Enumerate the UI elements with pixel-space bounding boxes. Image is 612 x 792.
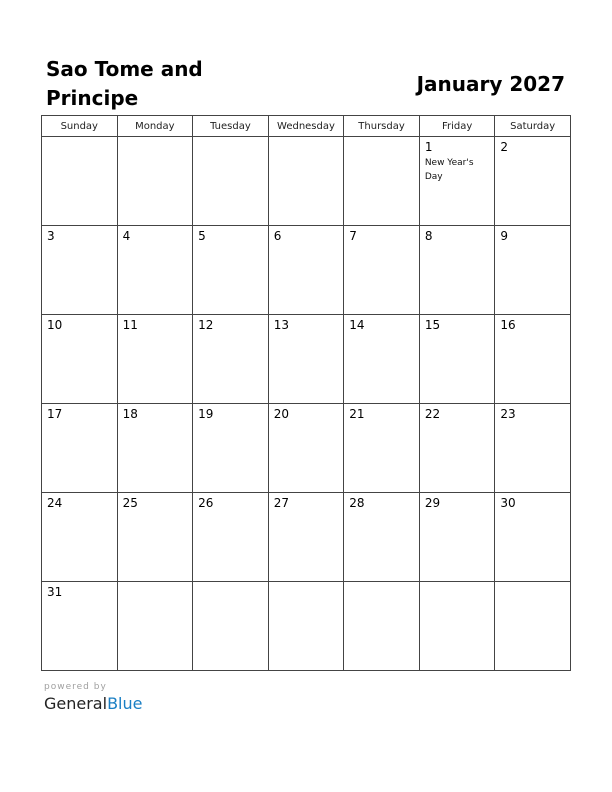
day-cell: [42, 226, 118, 315]
day-number: 20: [273, 407, 289, 421]
day-cell: [419, 404, 495, 493]
day-cell: [344, 137, 420, 226]
day-number: 24: [47, 496, 63, 510]
day-number: [495, 582, 570, 585]
day-number: 26: [198, 496, 214, 510]
day-cell: [42, 493, 118, 582]
day-cell: [419, 315, 495, 404]
month-year-title: January 2027: [416, 72, 565, 96]
day-number: 5: [198, 229, 206, 243]
day-cell: [268, 226, 344, 315]
day-number: 30: [500, 496, 516, 510]
day-cell: [495, 582, 571, 671]
weekday-header-row: [42, 116, 571, 137]
day-cell: [117, 226, 193, 315]
week-row: [42, 582, 571, 671]
day-cell: [495, 137, 571, 226]
day-cell: [268, 582, 344, 671]
day-number: 9: [500, 229, 509, 243]
day-number: 25: [122, 496, 138, 510]
day-cell: [268, 315, 344, 404]
day-cell: [193, 493, 269, 582]
day-number: [269, 137, 344, 140]
day-number: [118, 582, 193, 585]
weekday-thursday: Thursday: [344, 116, 420, 137]
day-number: [269, 582, 344, 585]
week-row: [42, 404, 571, 493]
day-cell: [344, 226, 420, 315]
day-cell: [495, 226, 571, 315]
day-number: [42, 137, 117, 140]
day-number: 12: [198, 318, 214, 332]
day-cell: [42, 404, 118, 493]
day-cell: [193, 226, 269, 315]
day-number: 23: [500, 407, 516, 421]
day-cell: [42, 315, 118, 404]
week-row: [42, 137, 571, 226]
weekday-saturday: Saturday: [495, 116, 571, 137]
day-cell: [495, 493, 571, 582]
day-number: 29: [424, 496, 441, 510]
day-cell: [268, 404, 344, 493]
calendar-grid: [41, 115, 571, 671]
weekday-friday: Friday: [419, 116, 495, 137]
day-number: [344, 137, 419, 140]
day-number: 11: [122, 318, 138, 332]
day-number: 13: [273, 318, 289, 332]
day-number: 7: [349, 229, 357, 243]
day-number: [193, 582, 268, 585]
week-row: [42, 315, 571, 404]
day-number: 31: [47, 585, 63, 599]
day-cell: [193, 315, 269, 404]
day-cell: [117, 404, 193, 493]
day-number: 28: [349, 496, 365, 510]
day-cell: [268, 137, 344, 226]
day-cell: [42, 582, 118, 671]
day-number: 21: [349, 407, 365, 421]
day-cell: [344, 404, 420, 493]
day-cell: [419, 137, 495, 226]
calendar-body: [42, 137, 571, 671]
day-number: 4: [122, 229, 131, 243]
brand-general-text: General: [44, 694, 108, 713]
day-cell: [268, 493, 344, 582]
day-cell: [495, 315, 571, 404]
day-cell: [193, 404, 269, 493]
week-row: [42, 226, 571, 315]
weekday-wednesday: Wednesday: [268, 116, 344, 137]
day-cell: [117, 582, 193, 671]
weekday-sunday: Sunday: [42, 116, 118, 137]
day-cell: [193, 582, 269, 671]
day-cell: [344, 582, 420, 671]
day-number: 1: [424, 140, 433, 154]
day-cell: [117, 137, 193, 226]
day-number: 17: [47, 407, 63, 421]
powered-by-text: powered by: [44, 682, 107, 692]
day-cell: [419, 226, 495, 315]
day-cell: [419, 493, 495, 582]
day-number: 19: [198, 407, 214, 421]
day-cell: [42, 137, 118, 226]
week-row: [42, 493, 571, 582]
brand-blue-text: Blue: [107, 694, 143, 713]
holiday-label: New Year's Day: [424, 158, 474, 182]
day-number: [118, 137, 193, 140]
day-number: 15: [424, 318, 441, 332]
day-cell: [419, 582, 495, 671]
day-number: 2: [500, 140, 509, 154]
footer-branding: [44, 681, 142, 715]
day-number: 8: [424, 229, 433, 243]
day-number: 18: [122, 407, 138, 421]
day-number: 16: [500, 318, 516, 332]
day-number: [193, 137, 268, 140]
day-number: 3: [47, 229, 55, 243]
day-number: 6: [273, 229, 282, 243]
day-cell: [117, 493, 193, 582]
day-cell: [117, 315, 193, 404]
country-title: Sao Tome and Principe: [46, 57, 203, 110]
day-cell: [193, 137, 269, 226]
day-number: 22: [424, 407, 441, 421]
day-number: 14: [349, 318, 365, 332]
day-number: [344, 582, 419, 585]
weekday-tuesday: Tuesday: [193, 116, 269, 137]
day-cell: [344, 493, 420, 582]
day-cell: [495, 404, 571, 493]
day-number: 27: [273, 496, 289, 510]
weekday-monday: Monday: [117, 116, 193, 137]
generalblue-logo: [44, 694, 142, 713]
day-number: [420, 582, 495, 585]
day-cell: [344, 315, 420, 404]
day-number: 10: [47, 318, 63, 332]
